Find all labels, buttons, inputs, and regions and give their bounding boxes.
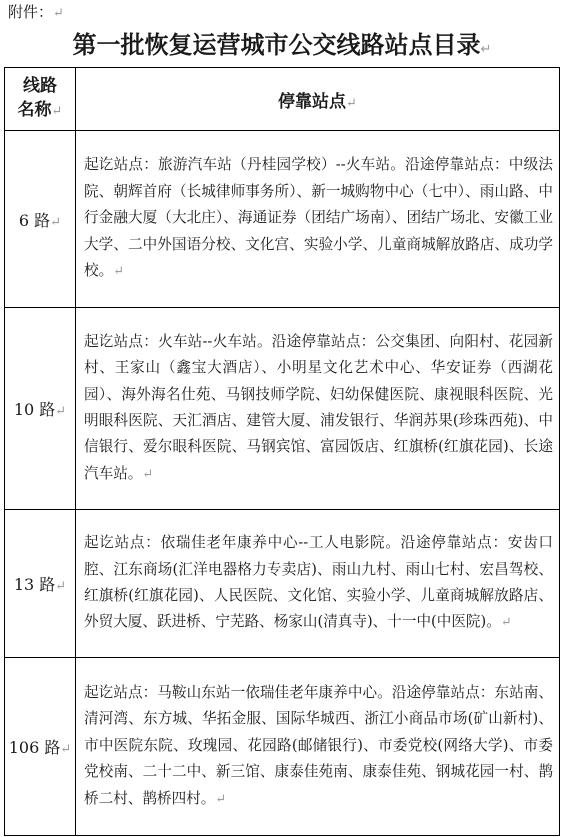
- route-stops: 起讫站点：依瑞佳老年康养中心--工人电影院。沿途停靠站点：安齿口腔、江东商场(汇洋电器格力专卖店)、雨山九村、雨山七村、宏昌驾校、红旗桥(红旗花园)、人民医院、文化馆、实验小学、儿童商城解放路店、外贸大厦、跃进桥、宁芜路、杨家山(清真寺)、十一中(中医院)。↵: [76, 510, 560, 658]
- paragraph-mark: ↵: [53, 6, 64, 21]
- attachment-label: 附件：↵: [8, 3, 64, 21]
- header-stops: 停靠站点↵: [76, 68, 560, 131]
- route-name: 10 路↵: [5, 308, 76, 510]
- page-title: [0, 28, 564, 67]
- table-row: [5, 308, 560, 510]
- route-name: 106 路↵: [5, 658, 76, 836]
- table-header-row: [5, 68, 560, 131]
- route-stops: 起讫站点：马鞍山东站一依瑞佳老年康养中心。沿途停靠站点：东站南、清河湾、东方城、华拓金服、国际华城西、浙江小商品市场(矿山新村)、市中医院东院、玫瑰园、花园路(邮储银行)、市委党校(网络大学)、市委党校南、二十二中、新三馆、康泰佳苑南、康泰佳苑、钢城花园一村、鹊桥二村、鹊桥四村。↵: [76, 658, 560, 836]
- route-stops-table: [4, 67, 560, 836]
- route-name: 6 路↵: [5, 131, 76, 308]
- route-stops: 起讫站点：旅游汽车站（丹桂园学校）--火车站。沿途停靠站点：中级法院、朝辉首府（长城律师事务所）、新一城购物中心（七中）、雨山路、中行金融大厦（大北庄）、海通证券（团结广场南）、团结广场北、安徽工业大学、二中外国语分校、文化宫、实验小学、儿童商城解放路店、成功学校。↵: [76, 131, 560, 308]
- route-name: 13 路↵: [5, 510, 76, 658]
- header-route-name: 线路 名称↵: [5, 68, 76, 131]
- paragraph-mark: ↵: [480, 42, 492, 57]
- table-row: [5, 658, 560, 836]
- table-row: [5, 131, 560, 308]
- route-stops: 起讫站点：火车站--火车站。沿途停靠站点：公交集团、向阳村、花园新村、王家山（鑫宝大酒店）、小明星文化艺术中心、华安证券（西湖花园）、海外海名仕苑、马钢技师学院、妇幼保健医院、康视眼科医院、光明眼科医院、天汇酒店、建管大厦、浦发银行、华润苏果(珍珠西苑)、中信银行、爱尔眼科医院、马钢宾馆、富园饭店、红旗桥(红旗花园)、长途汽车站。↵: [76, 308, 560, 510]
- title-text: 第一批恢复运营城市公交线路站点目录: [72, 31, 481, 59]
- table-row: [5, 510, 560, 658]
